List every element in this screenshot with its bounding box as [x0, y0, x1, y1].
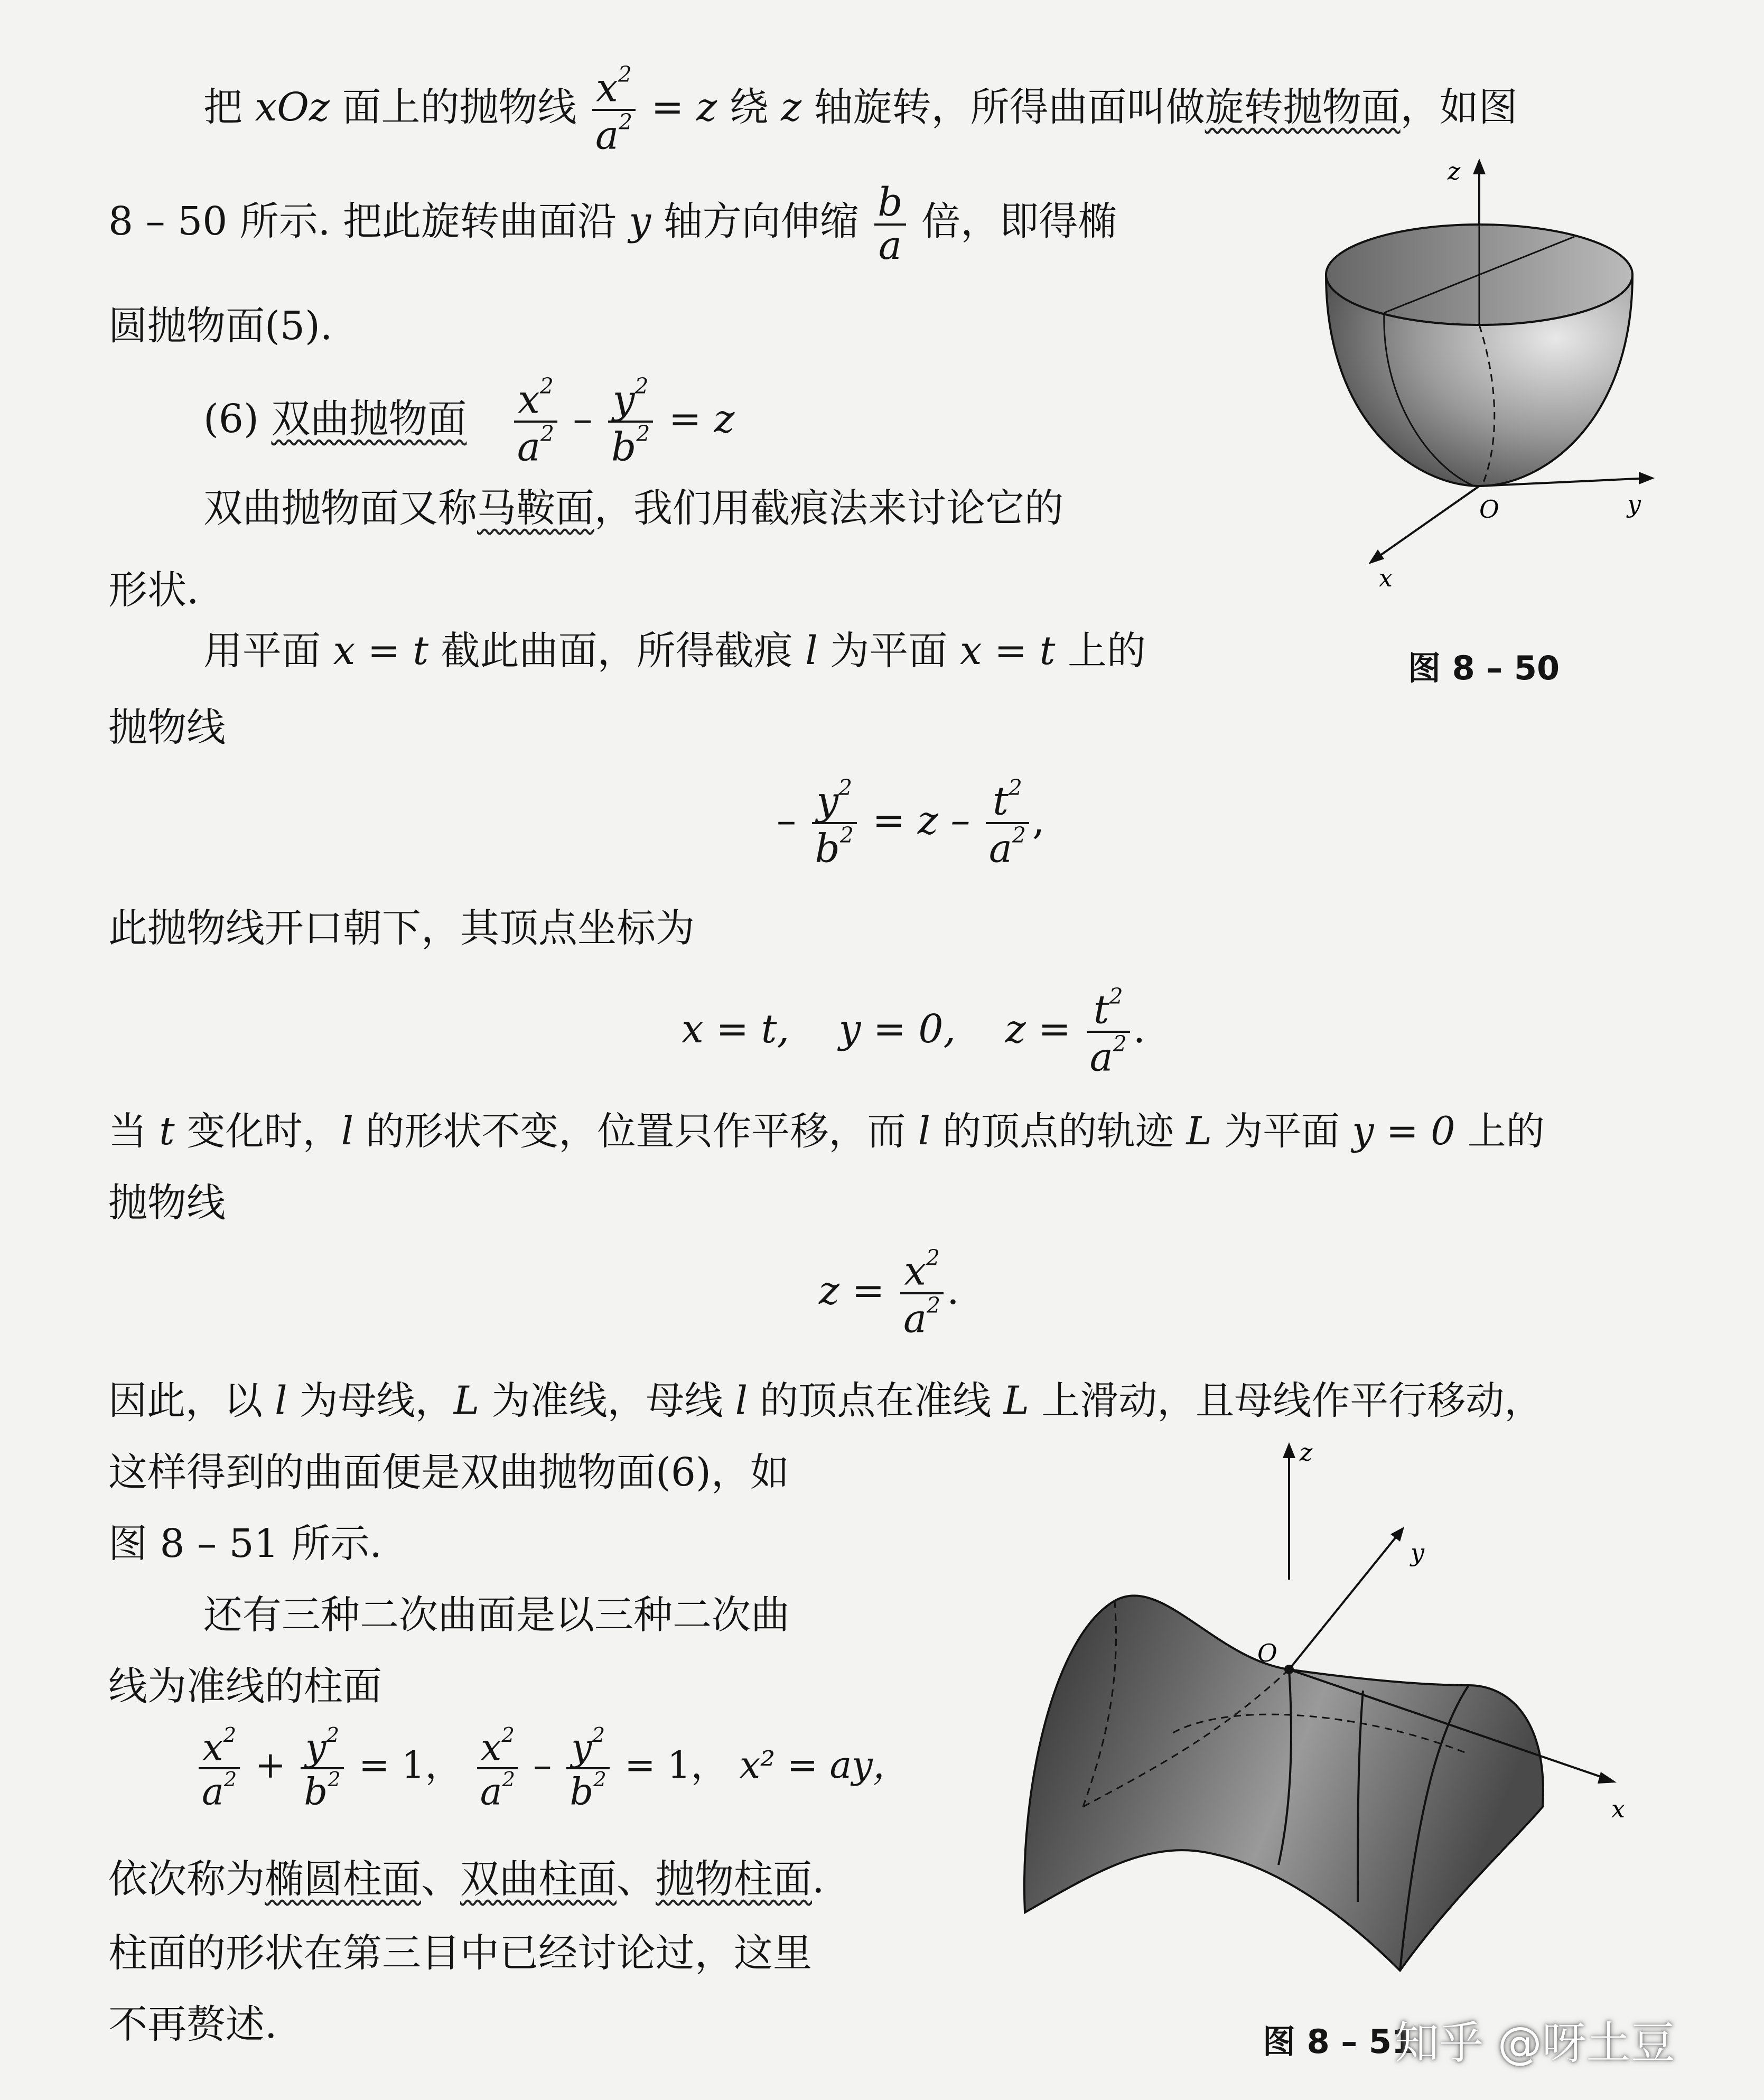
term-parabolic-cylinder: 抛物柱面 [656, 1856, 812, 1902]
fraction-t2-a2: $\frac{t^2}{a^2}$ [1087, 985, 1130, 1079]
text: ，我们用截痕法来讨论它的 [594, 486, 1063, 531]
para-generatrix-line2: 这样得到的曲面便是双曲抛物面(6)，如 [108, 1450, 789, 1495]
figure-8-50-paraboloid [1289, 148, 1669, 602]
para-saddle-line1 [203, 486, 1063, 531]
math-y: y [629, 199, 651, 245]
z-label: z [1300, 1438, 1313, 1467]
para-cylinder-names-line1: 依次称为椭圆柱面、双曲柱面、抛物柱面. [108, 1856, 825, 1902]
para-vertex-intro: 此抛物线开口朝下，其顶点坐标为 [108, 906, 695, 951]
text: 倍，即得椭 [921, 199, 1117, 245]
figure-8-50-caption: 图 8 – 50 [1408, 649, 1560, 687]
math-z: z [781, 84, 802, 130]
term-saddle-surface: 马鞍面 [477, 486, 594, 531]
fraction-y2-b2: $\frac{y^2}{b^2}$ [301, 1725, 343, 1812]
y-axis [1289, 1532, 1400, 1669]
fraction-y2-b2: $\frac{y^2}{b^2}$ [608, 375, 653, 469]
fraction-b-a: $\frac{b}{a}$ [874, 182, 906, 266]
para-translation-line2: 抛物线 [108, 1180, 226, 1226]
text: 轴旋转，所得曲面叫做 [814, 84, 1205, 130]
para-rotation-paraboloid-line3 [108, 303, 333, 349]
fraction-y2-b2: $\frac{y^2}{b^2}$ [566, 1725, 609, 1812]
item-number: (6) [203, 396, 259, 442]
text: 绕 [729, 84, 769, 130]
text: 双曲抛物面又称 [203, 486, 477, 531]
term-hyperbolic-paraboloid: 双曲抛物面 [271, 396, 467, 442]
saddle-surface [1024, 1595, 1543, 1971]
figure-8-51-saddle [993, 1437, 1648, 1992]
math-z: z [696, 84, 717, 130]
para-saddle-line2 [108, 567, 199, 613]
text: 8 – 50 所示. 把此旋转曲面沿 [108, 199, 617, 245]
watermark: 知乎 @呀土豆 [1395, 2017, 1675, 2069]
x-label: x [1611, 1795, 1625, 1823]
text: 圆抛物面(5). [108, 303, 333, 349]
text: 形状. [108, 567, 199, 613]
term-elliptic-cylinder: 椭圆柱面 [265, 1856, 421, 1902]
fraction-t2-a2: $\frac{t^2}{a^2}$ [986, 777, 1029, 870]
text: ，如图 [1400, 84, 1518, 130]
y-label: y [1627, 490, 1641, 518]
term-hyperbolic-cylinder: 双曲柱面 [460, 1856, 617, 1902]
fraction-x2-a2: $\frac{x^2}{a^2}$ [514, 375, 557, 469]
x-axis [1374, 486, 1479, 560]
minus: – [573, 396, 593, 442]
y-label: y [1411, 1538, 1424, 1567]
text: = [651, 84, 684, 130]
equation-cylinders: $\frac{x^2}{a^2}$ + $\frac{y^2}{b^2}$ = 1， $\frac{x^2}{a^2}$ – $\frac{y^2}{b^2}$ = 1， x² = ay， [195, 1725, 910, 1812]
z-label: z [1448, 157, 1461, 185]
fraction-x2-a2: $\frac{x^2}{a^2}$ [592, 63, 636, 157]
fraction-x2-a2: $\frac{x^2}{a^2}$ [900, 1247, 944, 1340]
para-rotation-paraboloid-line1 [203, 63, 1518, 157]
para-section-line1: 用平面 x = t 截此曲面，所得截痕 l 为平面 x = t 上的 [203, 628, 1146, 674]
para-cylinders-line2: 线为准线的柱面 [108, 1664, 382, 1709]
equation-directrix: z = $\frac{x^2}{a^2}$ . [819, 1245, 959, 1342]
para-generatrix-line1: 因此，以 l 为母线，L 为准线，母线 l 的顶点在准线 L 上滑动，且母线作平行移动， [108, 1378, 1543, 1423]
para-rotation-paraboloid-line2 [108, 182, 1117, 266]
equation-vertex-coordinates: x = t, y = 0, z = $\frac{t^2}{a^2}$ . [682, 984, 1146, 1080]
fraction-y2-b2: $\frac{y^2}{b^2}$ [812, 777, 857, 870]
math-xoz: xOz [255, 84, 330, 130]
term-rotation-paraboloid: 旋转抛物面 [1205, 84, 1401, 130]
origin-label: O [1479, 495, 1499, 524]
fraction-x2-a2: $\frac{x^2}{a^2}$ [199, 1725, 240, 1812]
x-label: x [1379, 564, 1393, 592]
equals: = [668, 396, 702, 442]
para-cylinder-names-line2: 柱面的形状在第三目中已经讨论过，这里 [108, 1930, 812, 1976]
text: 轴方向伸缩 [663, 199, 859, 245]
text: 把 [203, 84, 242, 130]
para-section-line2: 抛物线 [108, 705, 226, 750]
fraction-x2-a2: $\frac{x^2}{a^2}$ [477, 1725, 518, 1812]
para-cylinders-line1: 还有三种二次曲面是以三种二次曲 [203, 1592, 790, 1638]
math-z: z [714, 396, 735, 442]
heading-hyperbolic-paraboloid [203, 375, 734, 469]
figure-8-51-caption: 图 8 – 51 [1263, 2022, 1415, 2061]
para-cylinder-names-line3: 不再赘述. [108, 2002, 277, 2047]
origin-label: O [1257, 1639, 1277, 1667]
para-generatrix-line3: 图 8 – 51 所示. [108, 1521, 382, 1566]
text: 面上的抛物线 [342, 84, 577, 130]
equation-trace-parabola: – $\frac{y^2}{b^2}$ = z – $\frac{t^2}{a^2}$ , [777, 775, 1045, 872]
para-translation-line1: 当 t 变化时，l 的形状不变，位置只作平移，而 l 的顶点的轨迹 L 为平面 y = 0 上的 [108, 1109, 1545, 1154]
